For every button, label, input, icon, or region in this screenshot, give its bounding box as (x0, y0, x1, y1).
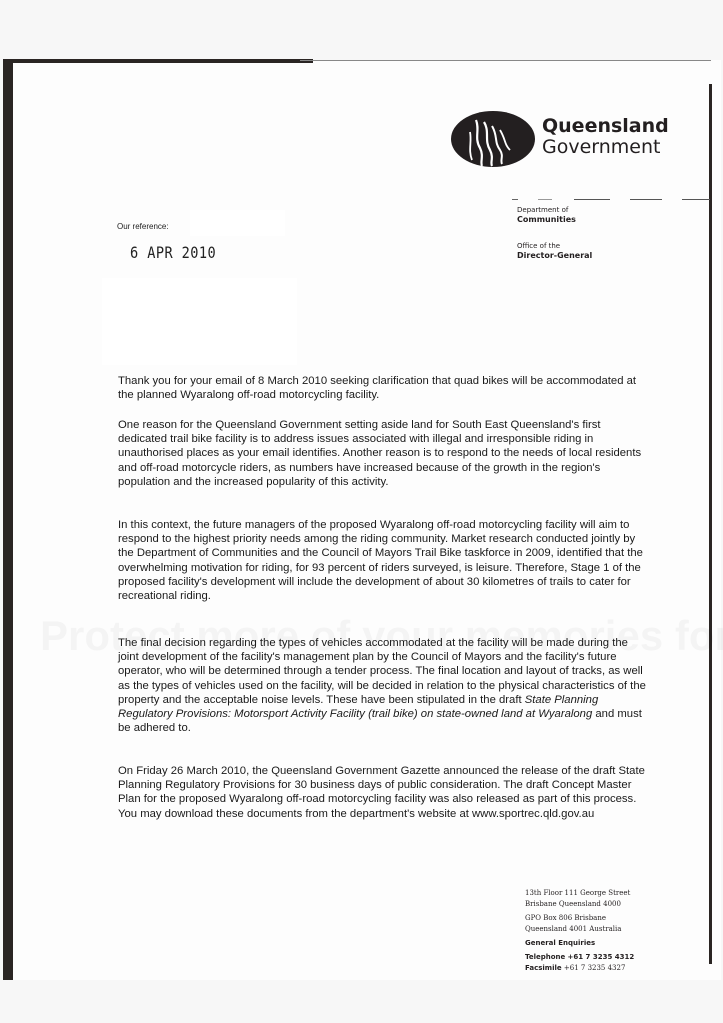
reference-redacted (190, 210, 285, 236)
footer-contact (525, 888, 634, 974)
paragraph-5 (118, 764, 648, 821)
reference-label: Our reference: (117, 222, 169, 231)
office-block (517, 242, 592, 261)
paragraph-text: In this context, the future managers of the proposed Wyaralong off-road motorcycling facility will aim to respond to the highest priority needs among the riding community. Market research conducted jointly by the Department of Communities and the Council of Mayors Trail Bike taskforce in 2009, identified that the overwhelming motivation for riding, for 93 percent of riders surveyed, is leisure. Therefore, Stage 1 of the proposed facility's development will include the development of about 30 kilometres of trails to cater for recreational riding. (118, 519, 643, 603)
paragraph-text: On Friday 26 March 2010, the Queensland Government Gazette announced the release of the draft State Planning Regulatory Provisions for 30 business days of public consideration. The draft Concept Master Plan for the proposed Wyaralong off-road motorcycling facility was also released as part of this process. You may download these documents from the department's website at www.sportrec.qld.gov.au (118, 765, 645, 820)
paragraph-1 (118, 374, 648, 402)
address-line-1: 13th Floor 111 George Street (525, 889, 631, 897)
queensland-government-logo-icon (450, 110, 536, 168)
facsimile-label: Facsimile (525, 964, 562, 972)
org-name-line2: Government (542, 136, 661, 158)
address-line-2: Brisbane Queensland 4000 (525, 900, 621, 908)
po-box-line-1: GPO Box 806 Brisbane (525, 914, 607, 922)
paragraph-3 (118, 518, 648, 603)
recipient-address-redacted (102, 278, 297, 365)
office-name: Director-General (517, 251, 593, 260)
office-label: Office of the (517, 242, 561, 250)
paragraph-text: One reason for the Queensland Government setting aside land for South East Queensland's first dedicated trail bike facility is to address issues associated with illegal and irresponsible riding in unauthorised places as your email identifies. Another reason is to respond to the needs of local residents and off-road motorcycle riders, as numbers have increased because of the growth in the region's population and the increased popularity of this activity. (118, 419, 642, 488)
paragraph-text: The final decision regarding the types of vehicles accommodated at the facility will be made during the joint development of the facility's management plan by the Council of Mayors and the facility's future operator, who will be determined through a tender process. The final location and layout of tracks, as well as the types of vehicles used on the facility, will be decided in relation to the physical characteristics of the property and the acceptable noise levels. These have been stipulated in the draft (118, 637, 646, 706)
telephone-number: +61 7 3235 4312 (567, 953, 635, 961)
paragraph-text: Thank you for your email of 8 March 2010 seeking clarification that quad bikes will be accommodated at the planned Wyaralong off-road motorcycling facility. (118, 375, 637, 402)
paragraph-4 (118, 636, 648, 735)
date-stamp: 6 APR 2010 (130, 243, 217, 262)
page-top-edge-line (300, 60, 711, 61)
facsimile-number: +61 7 3235 4327 (563, 964, 626, 972)
department-label: Department of (517, 206, 569, 214)
org-name-line1: Queensland (542, 115, 669, 137)
logo-wordmark (542, 116, 669, 158)
page-top-edge (3, 59, 313, 63)
telephone-label: Telephone (525, 953, 566, 961)
letterhead-rule (512, 199, 710, 200)
paragraph-text-end: and must be adhered to. (118, 708, 642, 735)
page-right-edge (709, 84, 712, 964)
department-name: Communities (517, 215, 576, 224)
enquiries-label: General Enquiries (525, 939, 596, 947)
po-box-line-2: Queensland 4001 Australia (525, 925, 622, 933)
paragraph-2 (118, 418, 648, 489)
department-block (517, 206, 576, 225)
document-title-italic: State Planning Regulatory Provisions: Motorsport Activity Facility (trail bike) on state-owned land at Wyaralong (118, 693, 599, 721)
